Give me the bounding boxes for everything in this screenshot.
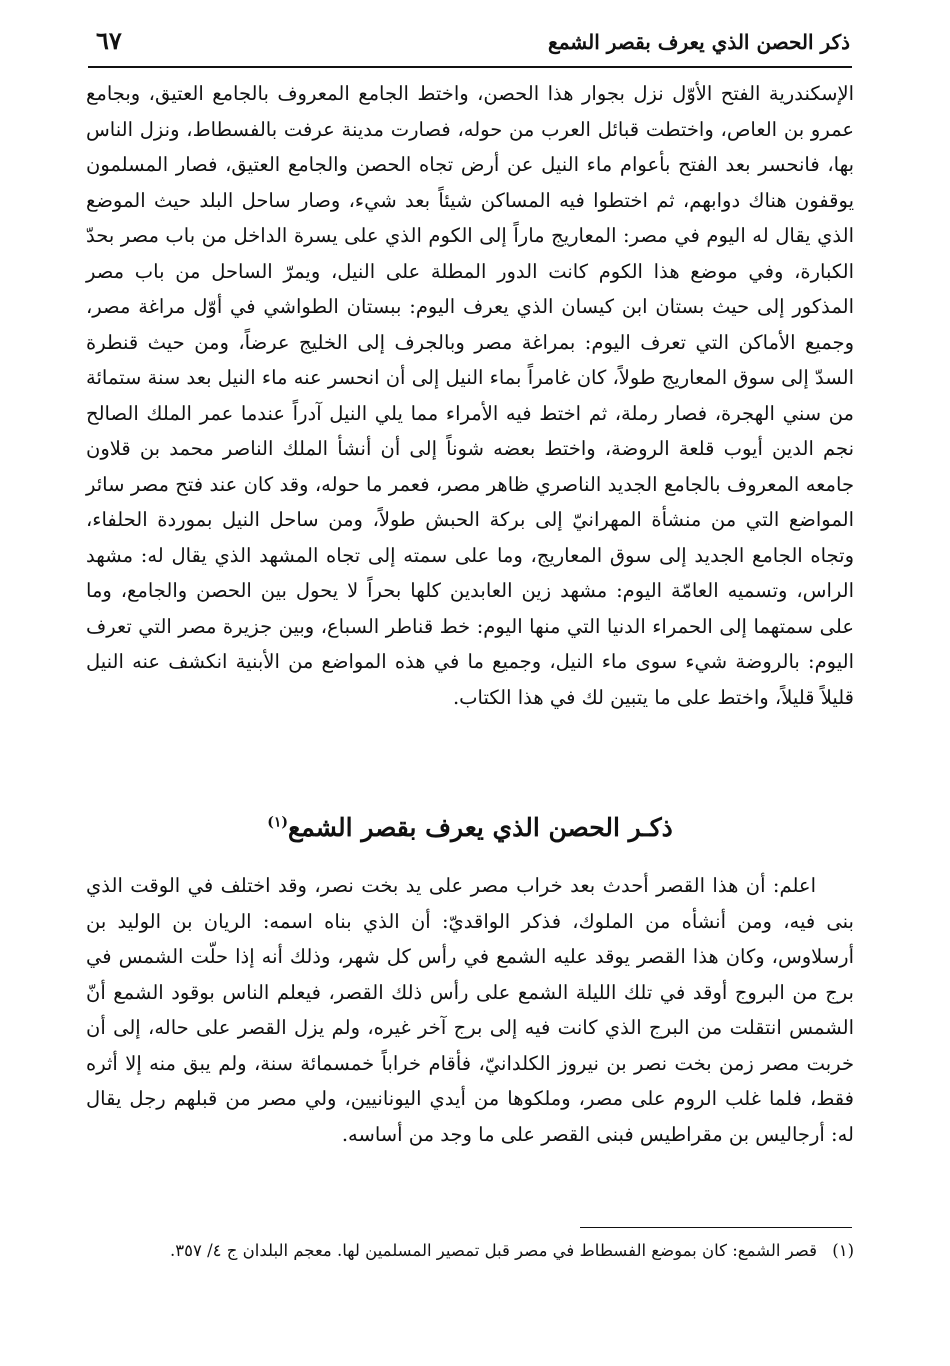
footnote-text: قصر الشمع: كان بموضع الفسطاط في مصر قبل تمصير المسلمين لها. معجم البلدان ج ٤/ ٣٥٧.	[169, 1241, 817, 1260]
running-title: ذكر الحصن الذي يعرف بقصر الشمع	[548, 30, 850, 54]
paragraph-qasr-al-shama: اعلم: أن هذا القصر أحدث بعد خراب مصر على يد بخت نصر، وقد اختلف في الوقت الذي بنى فيه، ومن أنشأه من الملوك، فذكر الواقديّ: أن الذي بناه اسمه: الريان بن الوليد بن أرسلاوس، وكان هذا القصر يوقد عليه الشمع في رأس كل شهر، وذلك أنه إذا حلّت الشمس في برج من البروج أوقد في تلك الليلة الشمع على رأس ذلك القصر، فيعلم الناس بوقود الشمع أنّ الشمس انتقلت من البرج الذي كانت فيه إلى برج آخر غيره، ولم يزل القصر على حاله، إلى أن خربت مصر زمن بخت نصر بن نيروز الكلدانيّ، فأقام خراباً خمسمائة سنة، ولم يبق منه إلا أثره فقط، فلما غلب الروم على مصر، وملكوها من أيدي اليونانيين، ولي مصر من قبلهم رجل يقال له: أرجاليس بن مقراطيس فبنى القصر على ما وجد من أساسه.	[86, 874, 854, 1146]
running-header	[90, 26, 850, 62]
section-heading-text: ذكـر الحصن الذي يعرف بقصر الشمع	[288, 813, 673, 842]
footnote-number: (١)	[832, 1241, 854, 1260]
header-divider	[88, 66, 852, 68]
section-heading	[86, 808, 854, 848]
paragraph-continued: الإسكندرية الفتح الأوّل نزل بجوار هذا الحصن، واختط الجامع المعروف بالجامع العتيق، وبجامع عمرو بن العاص، واختطت قبائل العرب من حوله، فصارت مدينة عرفت بالفسطاط، ونزل الناس بها، فانحسر بعد الفتح بأعوام ماء النيل عن أرض تجاه الحصن والجامع العتيق، فصار المسلمون يوقفون هناك دوابهم، ثم اختطوا فيه المساكن شيئاً بعد شيء، وصار ساحل البلد حيث الموضع الذي يقال له اليوم في مصر: المعاريج ماراً إلى الكوم الذي على يسرة الداخل من باب مصر بحدّ الكبارة، وفي موضع هذا الكوم كانت الدور المطلة على النيل، ويمرّ الساحل من باب مصر المذكور إلى حيث بستان ابن كيسان الذي يعرف اليوم: ببستان الطواشي في أوّل مراغة مصر، وجميع الأماكن التي تعرف اليوم: بمراغة مصر وبالجرف إلى الخليج عرضاً، ومن حيث قنطرة السدّ إلى سوق المعاريج طولاً، كان غامراً بماء النيل إلى أن انحسر عنه ماء النيل بعد سنة ستمائة من سني الهجرة، فصار رملة، ثم اختط فيه الأمراء مما يلي النيل آدراً عندما عمر الملك الصالح نجم الدين أيوب قلعة الروضة، واختط بعضه شوناً إلى أن أنشأ الملك الناصر محمد بن قلاون جامعه المعروف بالجامع الجديد الناصري ظاهر مصر، فعمر ما حوله، وقد كان عند فتح مصر سائر المواضع التي من منشأة المهرانيّ إلى بركة الحبش طولاً، ومن ساحل النيل بموردة الحلفاء، وتجاه الجامع الجديد إلى سوق المعاريج، وما على سمته إلى تجاه المشهد الذي يقال له: مشهد الراس، وتسميه العامّة اليوم: مشهد زين العابدين كلها بحراً لا يحول بين الحصن والجامع، وما على سمتهما إلى الحمراء الدنيا التي منها اليوم: خط قناطر السباع، وبين جزيرة مصر التي تعرف اليوم: بالروضة شيء سوى ماء النيل، وجميع ما في هذه المواضع من الأبنية انكشف عنه النيل قليلاً قليلاً، واختط على ما يتبين لك في هذا الكتاب.	[86, 82, 854, 709]
page-number: ٦٧	[96, 26, 122, 55]
footnote	[86, 1238, 854, 1264]
footnote-marker: (١)	[267, 814, 288, 831]
footnote-divider	[580, 1227, 852, 1228]
